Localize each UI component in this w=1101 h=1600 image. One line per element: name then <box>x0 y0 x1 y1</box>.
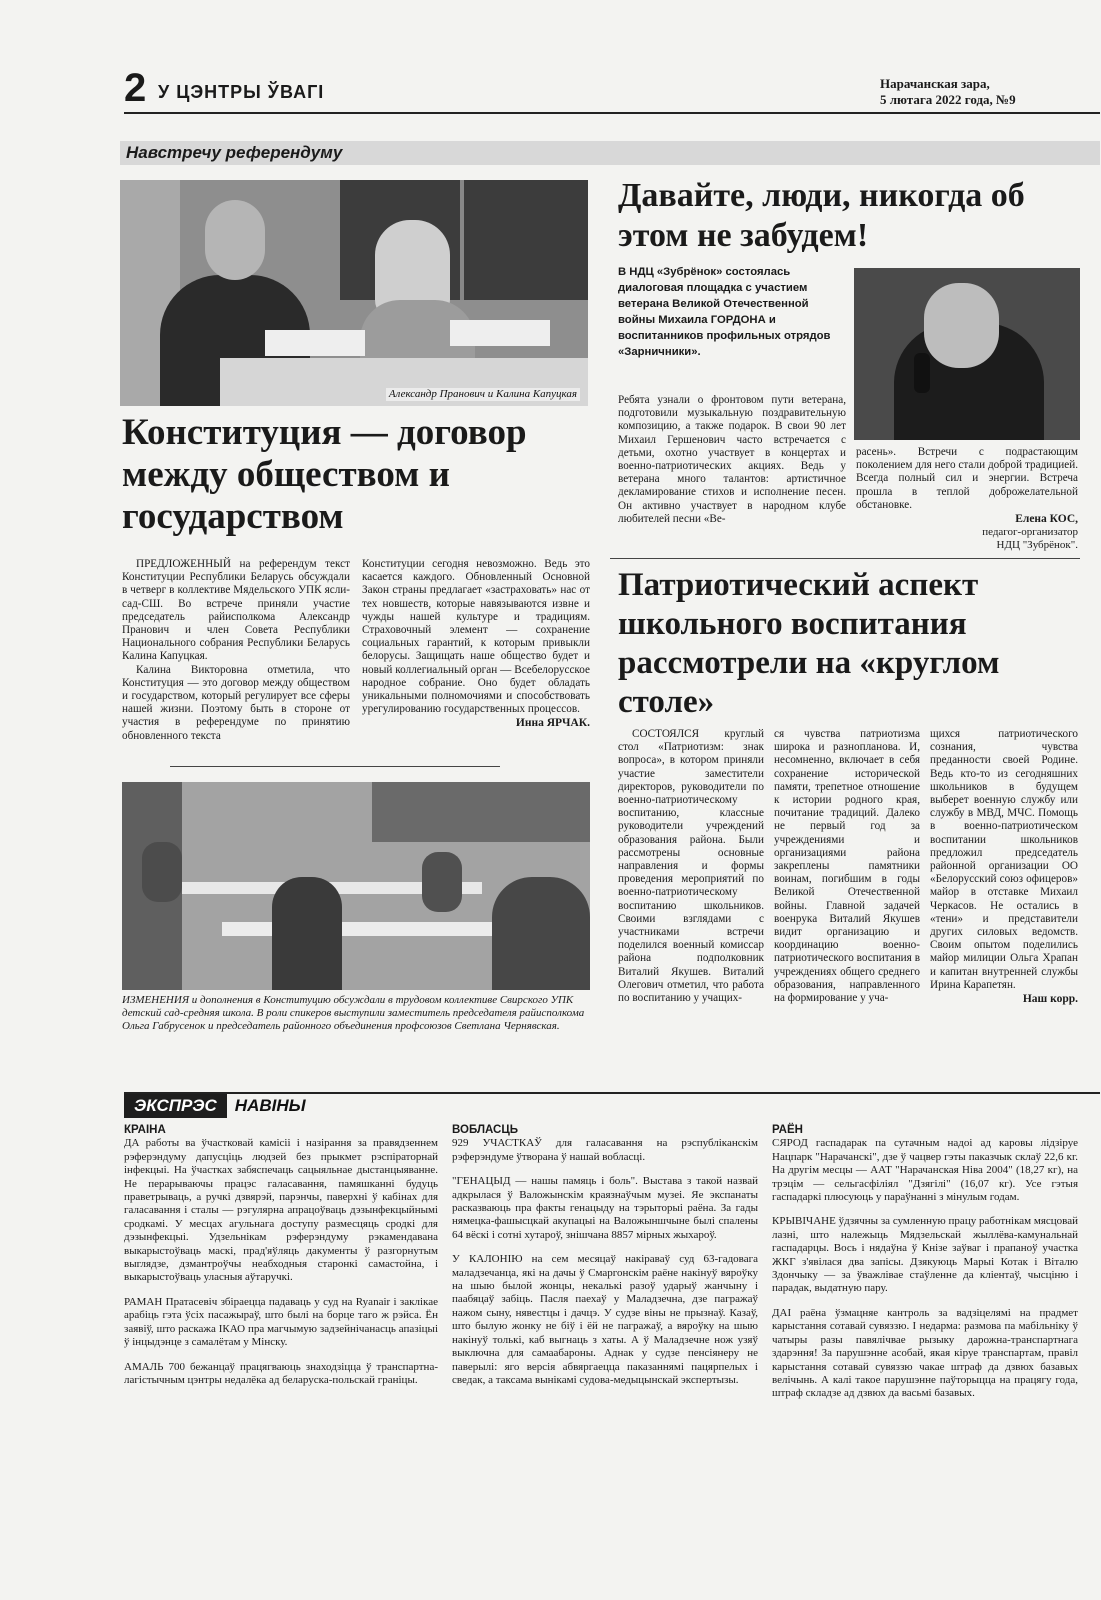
veteran-sig-name: Елена КОС, <box>1015 513 1078 525</box>
rubric-title: Навстречу референдуму <box>126 143 343 162</box>
veteran-sig-role: педагог-организатор <box>982 526 1078 538</box>
express-news-banner <box>124 1092 1100 1119</box>
news-region-column <box>452 1124 758 1398</box>
constitution-headline: Конституция — договор между обществом и государством <box>122 412 527 537</box>
veteran-sig-org: НДЦ "Зубрёнок". <box>996 539 1078 551</box>
veteran-body-left: Ребята узнали о фронтовом пути ветерана, подготовили музыкальную поздравительную композицию, а также подарок. В свои 90 лет Михаил Гершенович часто встречается с детьми, охотно участвует в концертах и военно-патриотических акциях. Ведь у ветерана много талантов: артистичное декламирование стихов и исполнение песен. Он активно участвует в народном клубе любителей песни «Ве- <box>618 394 846 525</box>
news-item: СЯРОД гаспадарак па сутачным надоі ад каровы лідзіруе Нацпарк "Нарачанскі", дзе ў чацвер гэты паказчык склаў 22,6 кг. На другім месцы — ААТ "Нарачанская Ніва 2004" (18,27 кг), на трэцім — сельгасфіліял "Дзягілі" (16,07 кг). Усе гэтыя гаспадаркі плюсуюць у параўнанні з мінулым годам. <box>772 1137 1078 1204</box>
news-country-heading: КРАІНА <box>124 1124 166 1136</box>
veteran-signature <box>856 512 1078 552</box>
news-item: ДАІ раёна ўзмацняе кантроль за вадзіцелямі на прадмет карыстання сотавай сувяззю. І недарма: размова па мабільніку ў чатыры разы павялічвае рызыку дарожна-транспартнага здарэння! За парушэнне асобай, якая кіруе транспартам, правіл карыстання сотавай сувяззю чакае штраф да дзвюх базавых велічынь. А калі такое парушэнне паўторыцца на працягу года, штраф складзе ад дзвюх да васьмі базавых. <box>772 1306 1078 1400</box>
patriotic-headline: Патриотический аспект школьного воспитания рассмотрели на «круглом столе» <box>618 567 1000 720</box>
patriotic-col3 <box>930 728 1078 1006</box>
page-number: 2 <box>124 66 147 110</box>
veteran-lead: В НДЦ «Зубрёнок» состоялась диалоговая площадка с участием ветерана Великой Отечественной войны Михаила ГОРДОНА и воспитанников профильных отрядов «Зарничники». <box>618 266 831 358</box>
news-item: АМАЛЬ 700 бежанцаў працягваюць знаходзіцца ў транспартна-лагістычным цэнтры недалёка ад беларуска-польскай граніцы. <box>124 1360 438 1386</box>
constitution-col1 <box>122 558 350 743</box>
masthead <box>880 76 1080 108</box>
veteran-photo <box>854 268 1080 440</box>
news-item: РАМАН Пратасевіч збіраецца падаваць у суд на Ryanair і заклікае арабіць гэта ўсіх пасажыраў, што былі на борце таго ж рэйса. Ён заявіў, што раскажа ІКАО пра магчымую задзейнічанасць апазіцыі ў інцыдэнце з самалётам у Мінску. <box>124 1295 438 1349</box>
masthead-date-issue: 5 лютага 2022 года, №9 <box>880 92 1016 107</box>
express-label: ЭКСПРЭС <box>124 1094 227 1118</box>
classroom-caption: ИЗМЕНЕНИЯ и дополнения в Конституцию обсуждали в трудовом коллективе Свирского УПК детский сад-средняя школа. В роли спикеров выступили заместитель председателя райисполкома Ольга Габрусенок и председатель районного объединения профсоюзов Светлана Чернявская. <box>122 994 585 1032</box>
news-region-heading: ВОБЛАСЦЬ <box>452 1124 519 1136</box>
constitution-paragraph: ПРЕДЛОЖЕННЫЙ на референдум текст Конституции Республики Беларусь обсуждали в четверг в коллективе Мядельского УПК ясли-сад-СШ. Во встрече приняли участие председатель райисполкома Александр Пранович и член Совета Республики Национального собрания Республики Беларусь Калина Капуцкая. <box>122 558 350 663</box>
masthead-paper-name: Нарачанская зара, <box>880 76 990 91</box>
header-rule <box>124 112 1100 114</box>
officials-photo-caption: Александр Пранович и Калина Капуцкая <box>386 388 580 401</box>
patriotic-signature: Наш корр. <box>1022 993 1078 1006</box>
rubric-band <box>120 141 1100 165</box>
patriotic-paragraph: СОСТОЯЛСЯ круглый стол «Патриотизм: знак вопроса», в котором приняли участие заместители директоров, руководители по военно-патриотическому воспитанию, классные руководители учреждений образования района. Были рассмотрены основные направления и формы проведения мероприятий по военно-патриотическому воспитанию школьников. Своими взглядами с участниками встречи поделился военный комиссар района подполковник Виталий Якушев. Виталий Олегович отметил, что работа по воспитанию у учащих- <box>618 728 764 1005</box>
patriotic-col2 <box>774 728 920 1005</box>
constitution-paragraph: Калина Викторовна отметила, что Конституция — это договор между обществом и государством, который регулирует все сферы нашей жизни. Поэтому быть в стороне от участия в референдуме по принятию обновленного текста <box>122 663 350 742</box>
constitution-signature: Инна ЯРЧАК. <box>515 717 590 730</box>
news-item: ДА работы ва ўчастковай камісіі і назірання за правядзеннем рэферэндуму дапусціць людзей без прыкмет рэспіраторнай інфекцыі. На ўчастках забяспечаць сацыяльнае дыстанцыяванне. Не перарываючы працэс галасавання, памяшканні будуць праветрываць, а ручкі дзвярэй, парэнчы, паверхні ў кабінах для галасавання і сталы — рэгулярна апрацоўваць дэзынфекцыйнымі сродкамі. У месцах агульнага доступу размесцяць сродкі для дэзынфекцыі. Удзельнікам рэферэндуму рэкамендавана выкарыстоўваць маскі, прад'яўляць дакументы ў разгорнутым выглядзе, дзмантроўчы неабходныя старонкі самастойна, і выкарыстоўваць уласныя аўтаручкі. <box>124 1137 438 1284</box>
officials-photo <box>120 180 588 406</box>
constitution-paragraph: Конституции сегодня невозможно. Ведь это касается каждого. Обновленный Основной Закон страны предлагает «застраховать» нас от тех новшеств, которые навязываются извне и чужды нашей культуре и традициям. Страховочный элемент — сохранение социальных гарантий, к которым привыкли белорусы. Защищать наше общество будет и новый коллегиальный орган — Всебелорусское народное собрание. Оно будет обладать уникальными полномочиями и способствовать урегулированию государственных процессов. <box>362 558 590 716</box>
divider <box>170 766 500 767</box>
section-title: У ЦЭНТРЫ ЎВАГІ <box>158 82 325 102</box>
patriotic-col1 <box>618 728 764 1005</box>
news-district-heading: РАЁН <box>772 1124 803 1136</box>
news-district-column <box>772 1124 1078 1412</box>
news-country-column <box>124 1124 438 1398</box>
classroom-photo <box>122 782 590 990</box>
veteran-body-right: расень». Встречи с подрастающим поколением для него стали доброй традицией. Всегда полный сил и энергии. Встреча прошла в теплой доброжелательной обстановке. <box>856 446 1078 511</box>
patriotic-paragraph: ся чувства патриотизма широка и разнопланова. И, несомненно, включает в себя сохранение исторической памяти, трепетное отношение к истории родного края, почитание традиций. Далеко не первый год за учреждениями и организациями района закреплены памятники воинам, погибшим в годы Великой Отечественной войны. Главной задачей военрука Виталий Якушев видит организацию и координацию военно-патриотического воспитания в учреждениях общего среднего образования, направленного на формирование у уча- <box>774 728 920 1005</box>
news-item: 929 УЧАСТКАЎ для галасавання на рэспубліканскім рэферэндуме ўтворана ў нашай вобласці. <box>452 1137 758 1163</box>
news-item: У КАЛОНІЮ на сем месяцаў накіраваў суд 63-гадовага маладзечанца, які на дачы ў Смаргонскім раёне накінуў вяроўку на шыю былой жонцы, некалькі разоў ударыў жанчыну і паабяцаў забіць. Пасля паехаў у Маладзечна, дзе пагражаў нажом сыну, нявестцы і дачцэ. У судзе віны не прызнаў. Казаў, што былую жонку не біў і ёй не пагражаў, а вяроўку на шыю накінуў толькі, каб выгнаць з хаты. А ў Маладзечне нож узяў выключна для самаабароны. Аднак у судзе пенсіянеру не паверылі: яго версія абвяргаецца паказаннямі пацярпелых і сведак, а таксама вынікамі судова-медыцынскай экспертызы. <box>452 1253 758 1386</box>
constitution-col2 <box>362 558 590 730</box>
divider <box>610 558 1080 559</box>
news-item: КРЫВІЧАНЕ ўдзячны за сумленную працу работнікам мясцовай лазні, што належыць Мядзельскай жыллёва-камунальнай гаспадарцы. Вось і нядаўна ў Кнізе заўваг і прапаноў участка ЖКГ з'явілася два запісы. Дзякуюць Марыі Котак і Віталю Здончыку — за ўважлівае стаўленне да кліентаў, чысціню і парадак, выдатную пару. <box>772 1215 1078 1295</box>
veteran-headline: Давайте, люди, никогда об этом не забудем! <box>618 177 1025 254</box>
news-item: "ГЕНАЦЫД — нашы памяць і боль". Выстава з такой назвай адкрылася ў Валожынскім краязнаўчым музеі. Яе экспанаты расказваюць пра факты генацыду на тэрыторыі раёна. За гады нямецка-фашысцкай акупацыі на Валожыншчыне былі спалены 64 вёскі і сотні хутароў, знішчана 8857 мірных жыхароў. <box>452 1175 758 1241</box>
patriotic-paragraph: щихся патриотического сознания, чувства преданности своей Родине. Ведь кто-то из сегодняшних школьников в будущем выберет военную службу или службу в МВД, МЧС. Помощь в военно-патриотическом воспитании школьников предложил председатель районной организации ОО «Белорусский союз офицеров» майор в отставке Михаил Черкасов. Не остались в «тени» и представители других силовых ведомств. Своим опытом поделились майор милиции Ольга Храпан и капитан внутренней службы Ирина Карапетян. <box>930 728 1078 991</box>
news-label: НАВІНЫ <box>234 1096 306 1115</box>
